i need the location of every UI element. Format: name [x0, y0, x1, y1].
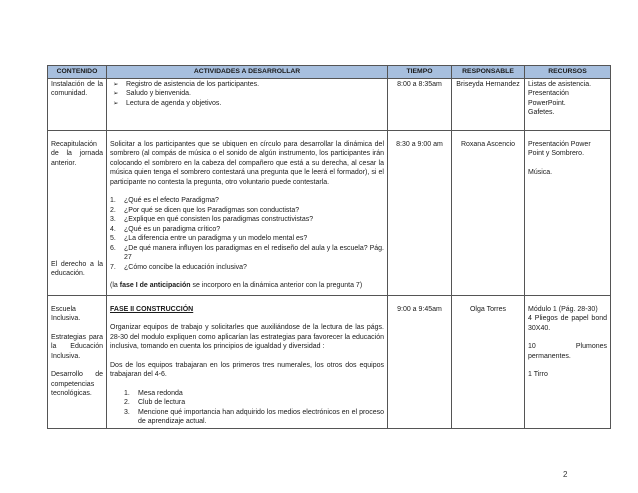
list-item: [124, 389, 384, 399]
list-item-text: Mencione qué importancia han adquirido los medios electrónicos en el proceso de aprendizaje actual.: [138, 408, 384, 425]
list-item-text: ¿Qué es un paradigma crítico?: [124, 225, 221, 233]
row3-tiempo-text: 9:00 a 9:45am: [397, 305, 442, 313]
list-number: 5.: [110, 235, 116, 242]
header-contenido: CONTENIDO: [48, 66, 107, 79]
list-number: 2.: [124, 399, 130, 406]
arrow-bullet-icon: ➢: [113, 90, 119, 97]
row1-responsable: Briseyda Hernandez: [452, 78, 525, 130]
list-item: [113, 99, 384, 109]
list-item-text: ¿Qué es el efecto Paradigma?: [124, 197, 219, 204]
row2-responsable: [452, 130, 525, 295]
row2-tiempo-text: 8:30 a 9:00 am: [396, 140, 443, 148]
resource-item: Listas de asistencia.: [528, 80, 592, 88]
row1-actividades: [107, 78, 388, 130]
resource-item: Módulo 1 (Pág. 28-30): [528, 305, 598, 313]
header-actividades: ACTIVIDADES A DESARROLLAR: [107, 66, 388, 79]
row2-actividades: [107, 130, 388, 295]
list-number: 7.: [110, 263, 116, 271]
resource-item: 10 Plumones permanentes.: [528, 343, 607, 360]
note-phase: fase I de anticipación: [119, 282, 191, 289]
row1-tiempo: 8:00 a 8:35am: [388, 78, 452, 130]
list-item: [110, 244, 384, 263]
row3-contenido-item: Estrategias para la Educación Inclusiva.: [51, 333, 103, 360]
row3-contenido-item: Escuela Inclusiva.: [51, 305, 81, 322]
row2-contenido-bottom: El derecho a la educación.: [51, 260, 103, 277]
list-number: 2.: [110, 206, 116, 214]
list-item: [110, 206, 384, 216]
list-number: 3.: [124, 408, 130, 416]
row3-phase-title: FASE II CONSTRUCCIÓN: [110, 305, 194, 313]
list-item-text: ¿Cómo concibe la educación inclusiva?: [124, 263, 247, 271]
row2-responsable-text: Roxana Ascencio: [460, 140, 516, 148]
agenda-table: [47, 65, 611, 429]
header-tiempo: TIEMPO: [388, 66, 452, 79]
list-number: 6.: [110, 244, 116, 252]
list-item: [124, 398, 384, 408]
table-row: [48, 130, 611, 295]
list-item-text: ¿Explique en qué consisten los paradigmas constructivistas?: [124, 216, 314, 223]
table-row: [48, 78, 611, 130]
list-item: [110, 234, 384, 244]
row2-contenido-top: Recapitulación de la jornada anterior.: [51, 140, 103, 167]
row3-contenido: [48, 295, 107, 428]
list-number: 1.: [110, 197, 116, 204]
row3-responsable: [452, 295, 525, 428]
resource-item: 4 Pliegos de papel bond 30X40.: [528, 315, 607, 332]
note-prefix: (la: [110, 282, 120, 289]
resource-item: Música.: [528, 168, 553, 176]
row3-recursos: [525, 295, 611, 428]
note-suffix: se incorporo en la dinámica anterior con la pregunta 7): [190, 282, 363, 289]
resource-item: Presentación PowerPoint.: [528, 90, 569, 107]
resource-item: Presentación Power Point y Sombrero.: [528, 140, 591, 157]
row1-recursos: [525, 78, 611, 130]
row3-tiempo: [388, 295, 452, 428]
list-item-text: Saludo y bienvenida.: [126, 90, 191, 97]
row2-tiempo: [388, 130, 452, 295]
resource-item: 1 Tirro: [528, 371, 548, 378]
table-row: [48, 295, 611, 428]
row3-contenido-item: Desarrollo de competencias tecnológicas.: [51, 371, 103, 397]
list-item-text: Registro de asistencia de los participantes.: [126, 80, 260, 88]
list-item: [110, 263, 384, 273]
list-item-text: ¿La diferencia entre un paradigma y un modelo mental es?: [124, 235, 308, 242]
page-number: 2: [563, 470, 568, 479]
list-item: [113, 89, 384, 99]
list-item: [110, 196, 384, 206]
list-item-text: Lectura de agenda y objetivos.: [126, 99, 222, 107]
row3-para1: Organizar equipos de trabajo y solicitarles que auxiliándose de la lectura de las págs. 28-30 del modulo expliquen como aplicarían las estrategias para favorecer la educación inclusiva, tomando en cuenta los principios de igualdad y diversidad :: [110, 324, 384, 350]
header-responsable: RESPONSABLE: [452, 66, 525, 79]
row3-actividades: [107, 295, 388, 428]
row2-contenido: [48, 130, 107, 295]
list-number: 3.: [110, 216, 116, 223]
list-item-text: ¿Por qué se dicen que los Paradigmas son conductista?: [124, 206, 300, 214]
list-item-text: ¿De qué manera influyen los paradigmas en el rediseño del aula y la escuela? Pág. 27: [124, 244, 384, 261]
table-header-row: [48, 66, 611, 79]
list-item: [110, 215, 384, 225]
resource-item: Gafetes.: [528, 109, 555, 116]
row2-intro: Solicitar a los participantes que se ubiquen en círculo para desarrollar la dinámica del sombrero (al compás de música o el sonido de algún instrumento, los participantes irán colocando el sombrero en la cabeza del compañero que está a su derecha, al cesar la música quien tenga el sombrero contestará una pregunta que le leerá el formador), si el participante no contesta la pregunta, otro voluntario puede contestarla.: [110, 140, 384, 186]
arrow-bullet-icon: ➢: [113, 80, 119, 88]
row3-para2: Dos de los equipos trabajaran en los primeros tres numerales, los otros dos equipos trabajaran del 4-6.: [110, 361, 384, 378]
list-item-text: Mesa redonda: [138, 389, 183, 397]
row1-activity-list: [110, 80, 384, 109]
row3-option-list: [110, 389, 384, 427]
list-number: 1.: [124, 389, 130, 397]
list-item: [110, 225, 384, 235]
row3-responsable-text: Olga Torres: [469, 305, 507, 313]
row2-question-list: [110, 196, 384, 272]
list-item: [124, 408, 384, 427]
row2-note: [110, 281, 384, 291]
list-item-text: Club de lectura: [138, 399, 186, 406]
row1-contenido: Instalación de la comunidad.: [48, 78, 107, 130]
row2-recursos: [525, 130, 611, 295]
header-recursos: RECURSOS: [525, 66, 611, 79]
arrow-bullet-icon: ➢: [113, 99, 119, 107]
list-item: [113, 80, 384, 90]
list-number: 4.: [110, 225, 116, 233]
